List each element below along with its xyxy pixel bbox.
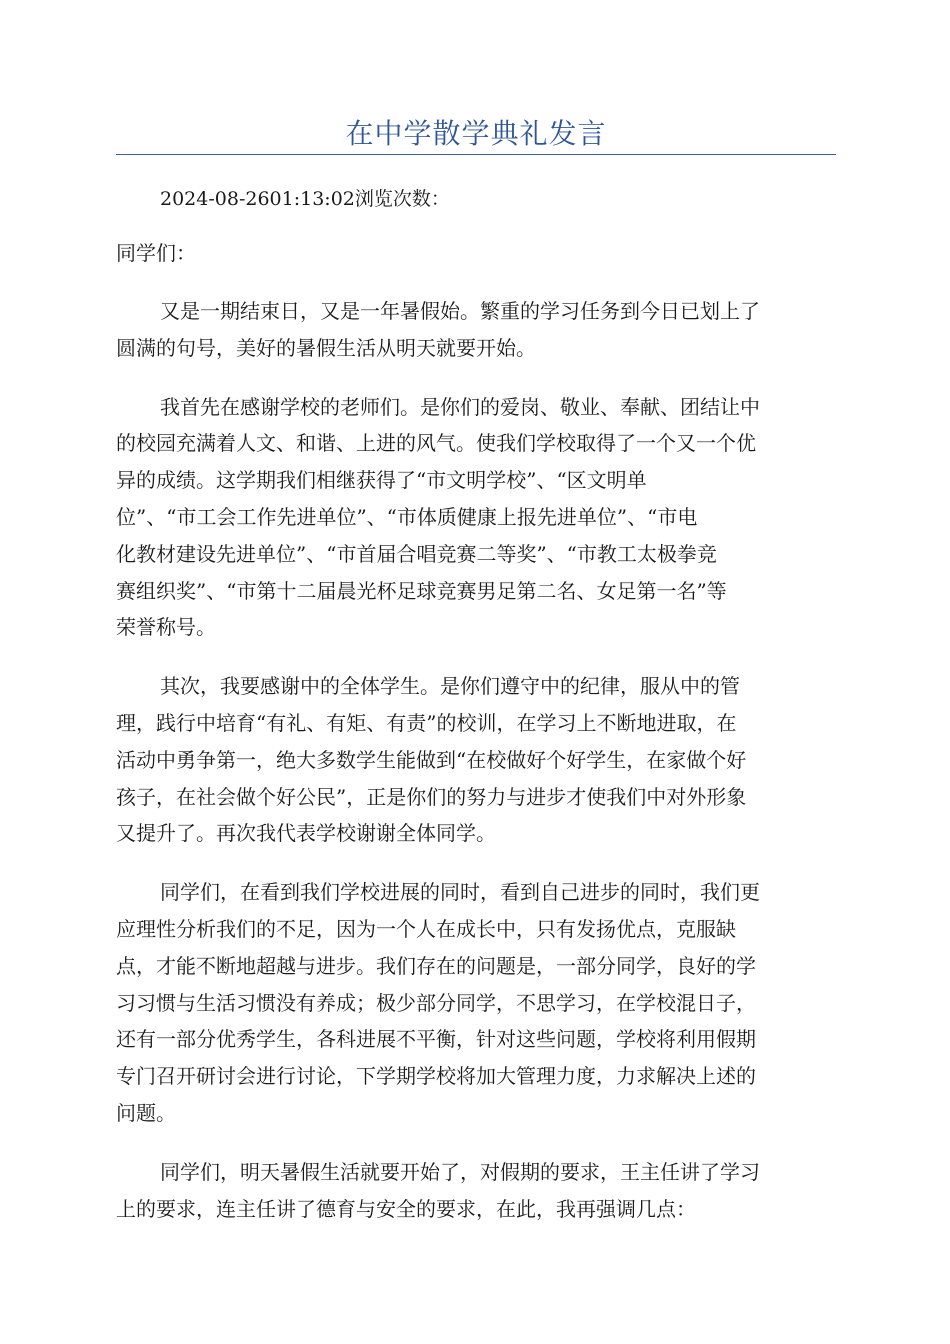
paragraph (116, 1154, 836, 1228)
paragraph-line: 位”、“市工会工作先进单位”、“市体质健康上报先进单位”、“市电 (116, 504, 698, 529)
paragraph (116, 293, 836, 367)
paragraph-line: 赛组织奖”、“市第十二届晨光杯足球竞赛男足第二名、女足第一名”等 (116, 578, 727, 603)
paragraph-line: 我首先在感谢学校的老师们。是你们的爱岗、敬业、奉献、团结让中 (160, 394, 760, 419)
greeting: 同学们： (116, 241, 196, 265)
paragraph-line: 化教材建设先进单位”、“市首届合唱竞赛二等奖”、“市教工太极拳竞 (116, 541, 717, 566)
paragraph-line: 又是一期结束日，又是一年暑假始。繁重的学习任务到今日已划上了 (160, 299, 760, 323)
paragraph-line: 同学们，明天暑假生活就要开始了，对假期的要求，王主任讲了学习 (160, 1159, 760, 1184)
publish-meta: 2024-08-2601:13:02浏览次数： (160, 188, 450, 210)
paragraph-line: 孩子，在社会做个好公民”，正是你们的努力与进步才使我们中对外形象 (116, 784, 747, 809)
paragraph (116, 668, 836, 852)
paragraph-line: 活动中勇争第一，绝大多数学生能做到“在校做好个好学生，在家做个好 (116, 747, 747, 772)
paragraph-line: 荣誉称号。 (116, 615, 216, 640)
document-page (116, 0, 836, 1227)
paragraph-line: 又提升了。再次我代表学校谢谢全体同学。 (116, 821, 496, 846)
paragraph-line: 上的要求，连主任讲了德育与安全的要求，在此，我再强调几点： (116, 1196, 696, 1221)
paragraph-line: 应理性分析我们的不足，因为一个人在成长中，只有发扬优点，克服缺 (116, 916, 736, 941)
paragraph-line: 的校园充满着人文、和谐、上进的风气。使我们学校取得了一个又一个优 (116, 431, 756, 456)
paragraph-line: 圆满的句号，美好的暑假生活从明天就要开始。 (116, 335, 536, 360)
body-text (116, 293, 836, 1227)
paragraph-line: 点，才能不断地超越与进步。我们存在的问题是，一部分同学，良好的学 (116, 953, 756, 978)
paragraph-line: 问题。 (116, 1100, 176, 1125)
paragraph-line: 异的成绩。这学期我们相继获得了“市文明学校”、“区文明单 (116, 468, 647, 493)
paragraph-line: 理，践行中培育“有礼、有矩、有责”的校训，在学习上不断地进取，在 (116, 710, 737, 735)
page-title: 在中学散学典礼发言 (345, 117, 607, 150)
paragraph-line: 其次，我要感谢中的全体学生。是你们遵守中的纪律，服从中的管 (160, 674, 740, 699)
paragraph (116, 874, 836, 1132)
paragraph (116, 389, 836, 647)
paragraph-line: 同学们，在看到我们学校进展的同时，看到自己进步的同时，我们更 (160, 880, 760, 905)
title-divider (116, 154, 836, 155)
paragraph-line: 习习惯与生活习惯没有养成；极少部分同学，不思学习，在学校混日子， (116, 990, 756, 1015)
paragraph-line: 专门召开研讨会进行讨论，下学期学校将加大管理力度，力求解决上述的 (116, 1064, 756, 1089)
paragraph-line: 还有一部分优秀学生，各科进展不平衡，针对这些问题，学校将利用假期 (116, 1027, 756, 1052)
